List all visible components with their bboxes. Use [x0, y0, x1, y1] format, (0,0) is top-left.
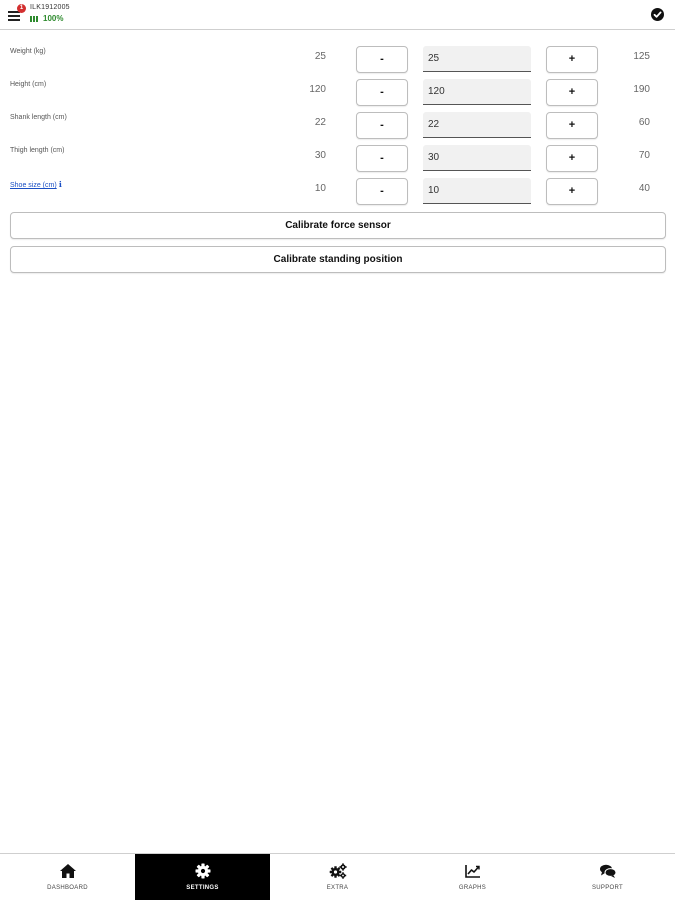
battery-icon — [30, 16, 40, 22]
setting-row-thigh-length — [0, 145, 675, 175]
check-circle-icon[interactable] — [651, 8, 664, 21]
calibrate-force-sensor-button[interactable]: Calibrate force sensor — [10, 212, 666, 239]
setting-row-weight — [0, 46, 675, 76]
setting-row-height — [0, 79, 675, 109]
setting-max: 190 — [633, 84, 650, 95]
increment-button[interactable]: + — [546, 145, 598, 172]
value-input[interactable]: 10 — [423, 178, 531, 204]
nav-label: SETTINGS — [186, 885, 219, 891]
nav-item-support[interactable] — [540, 854, 675, 900]
bottom-nav — [0, 853, 675, 900]
value-input[interactable]: 25 — [423, 46, 531, 72]
device-id: ILK1912005 — [30, 4, 70, 11]
setting-min: 10 — [314, 183, 326, 194]
notification-badge: 1 — [17, 4, 26, 13]
decrement-button[interactable]: - — [356, 112, 408, 139]
shoe-size-link[interactable] — [10, 180, 65, 189]
gears-icon — [329, 863, 347, 879]
nav-item-settings[interactable] — [135, 854, 270, 900]
nav-item-extra[interactable] — [270, 854, 405, 900]
nav-label: EXTRA — [326, 885, 349, 891]
app-header — [0, 0, 675, 30]
setting-label: Thigh length (cm) — [10, 147, 65, 154]
value-input[interactable]: 120 — [423, 79, 531, 105]
increment-button[interactable]: + — [546, 178, 598, 205]
decrement-button[interactable]: - — [356, 178, 408, 205]
setting-label: Weight (kg) — [10, 48, 46, 55]
battery-status — [30, 14, 63, 23]
decrement-button[interactable]: - — [356, 145, 408, 172]
chat-icon — [599, 863, 617, 879]
setting-min: 120 — [309, 84, 326, 95]
increment-button[interactable]: + — [546, 112, 598, 139]
nav-label: GRAPHS — [458, 885, 487, 891]
nav-item-graphs[interactable] — [405, 854, 540, 900]
setting-min: 25 — [314, 51, 326, 62]
nav-label: DASHBOARD — [47, 885, 88, 891]
info-icon[interactable]: ℹ — [58, 180, 62, 189]
nav-item-dashboard[interactable] — [0, 854, 135, 900]
setting-label: Shank length (cm) — [10, 114, 67, 121]
home-icon — [59, 863, 77, 879]
nav-label: SUPPORT — [592, 885, 623, 891]
increment-button[interactable]: + — [546, 79, 598, 106]
value-input[interactable]: 22 — [423, 112, 531, 138]
setting-min: 30 — [314, 150, 326, 161]
chart-icon — [464, 863, 482, 879]
calibrate-standing-position-button[interactable]: Calibrate standing position — [10, 246, 666, 273]
setting-row-shoe-size — [0, 178, 675, 208]
setting-max: 70 — [638, 150, 650, 161]
gear-icon — [194, 863, 212, 879]
setting-min: 22 — [314, 117, 326, 128]
setting-max: 60 — [638, 117, 650, 128]
setting-max: 40 — [638, 183, 650, 194]
setting-row-shank-length — [0, 112, 675, 142]
decrement-button[interactable]: - — [356, 46, 408, 73]
decrement-button[interactable]: - — [356, 79, 408, 106]
setting-max: 125 — [633, 51, 650, 62]
setting-label: Height (cm) — [10, 81, 47, 88]
setting-label[interactable]: Shoe size (cm) — [10, 182, 57, 189]
value-input[interactable]: 30 — [423, 145, 531, 171]
increment-button[interactable]: + — [546, 46, 598, 73]
battery-level: 100% — [43, 14, 64, 23]
